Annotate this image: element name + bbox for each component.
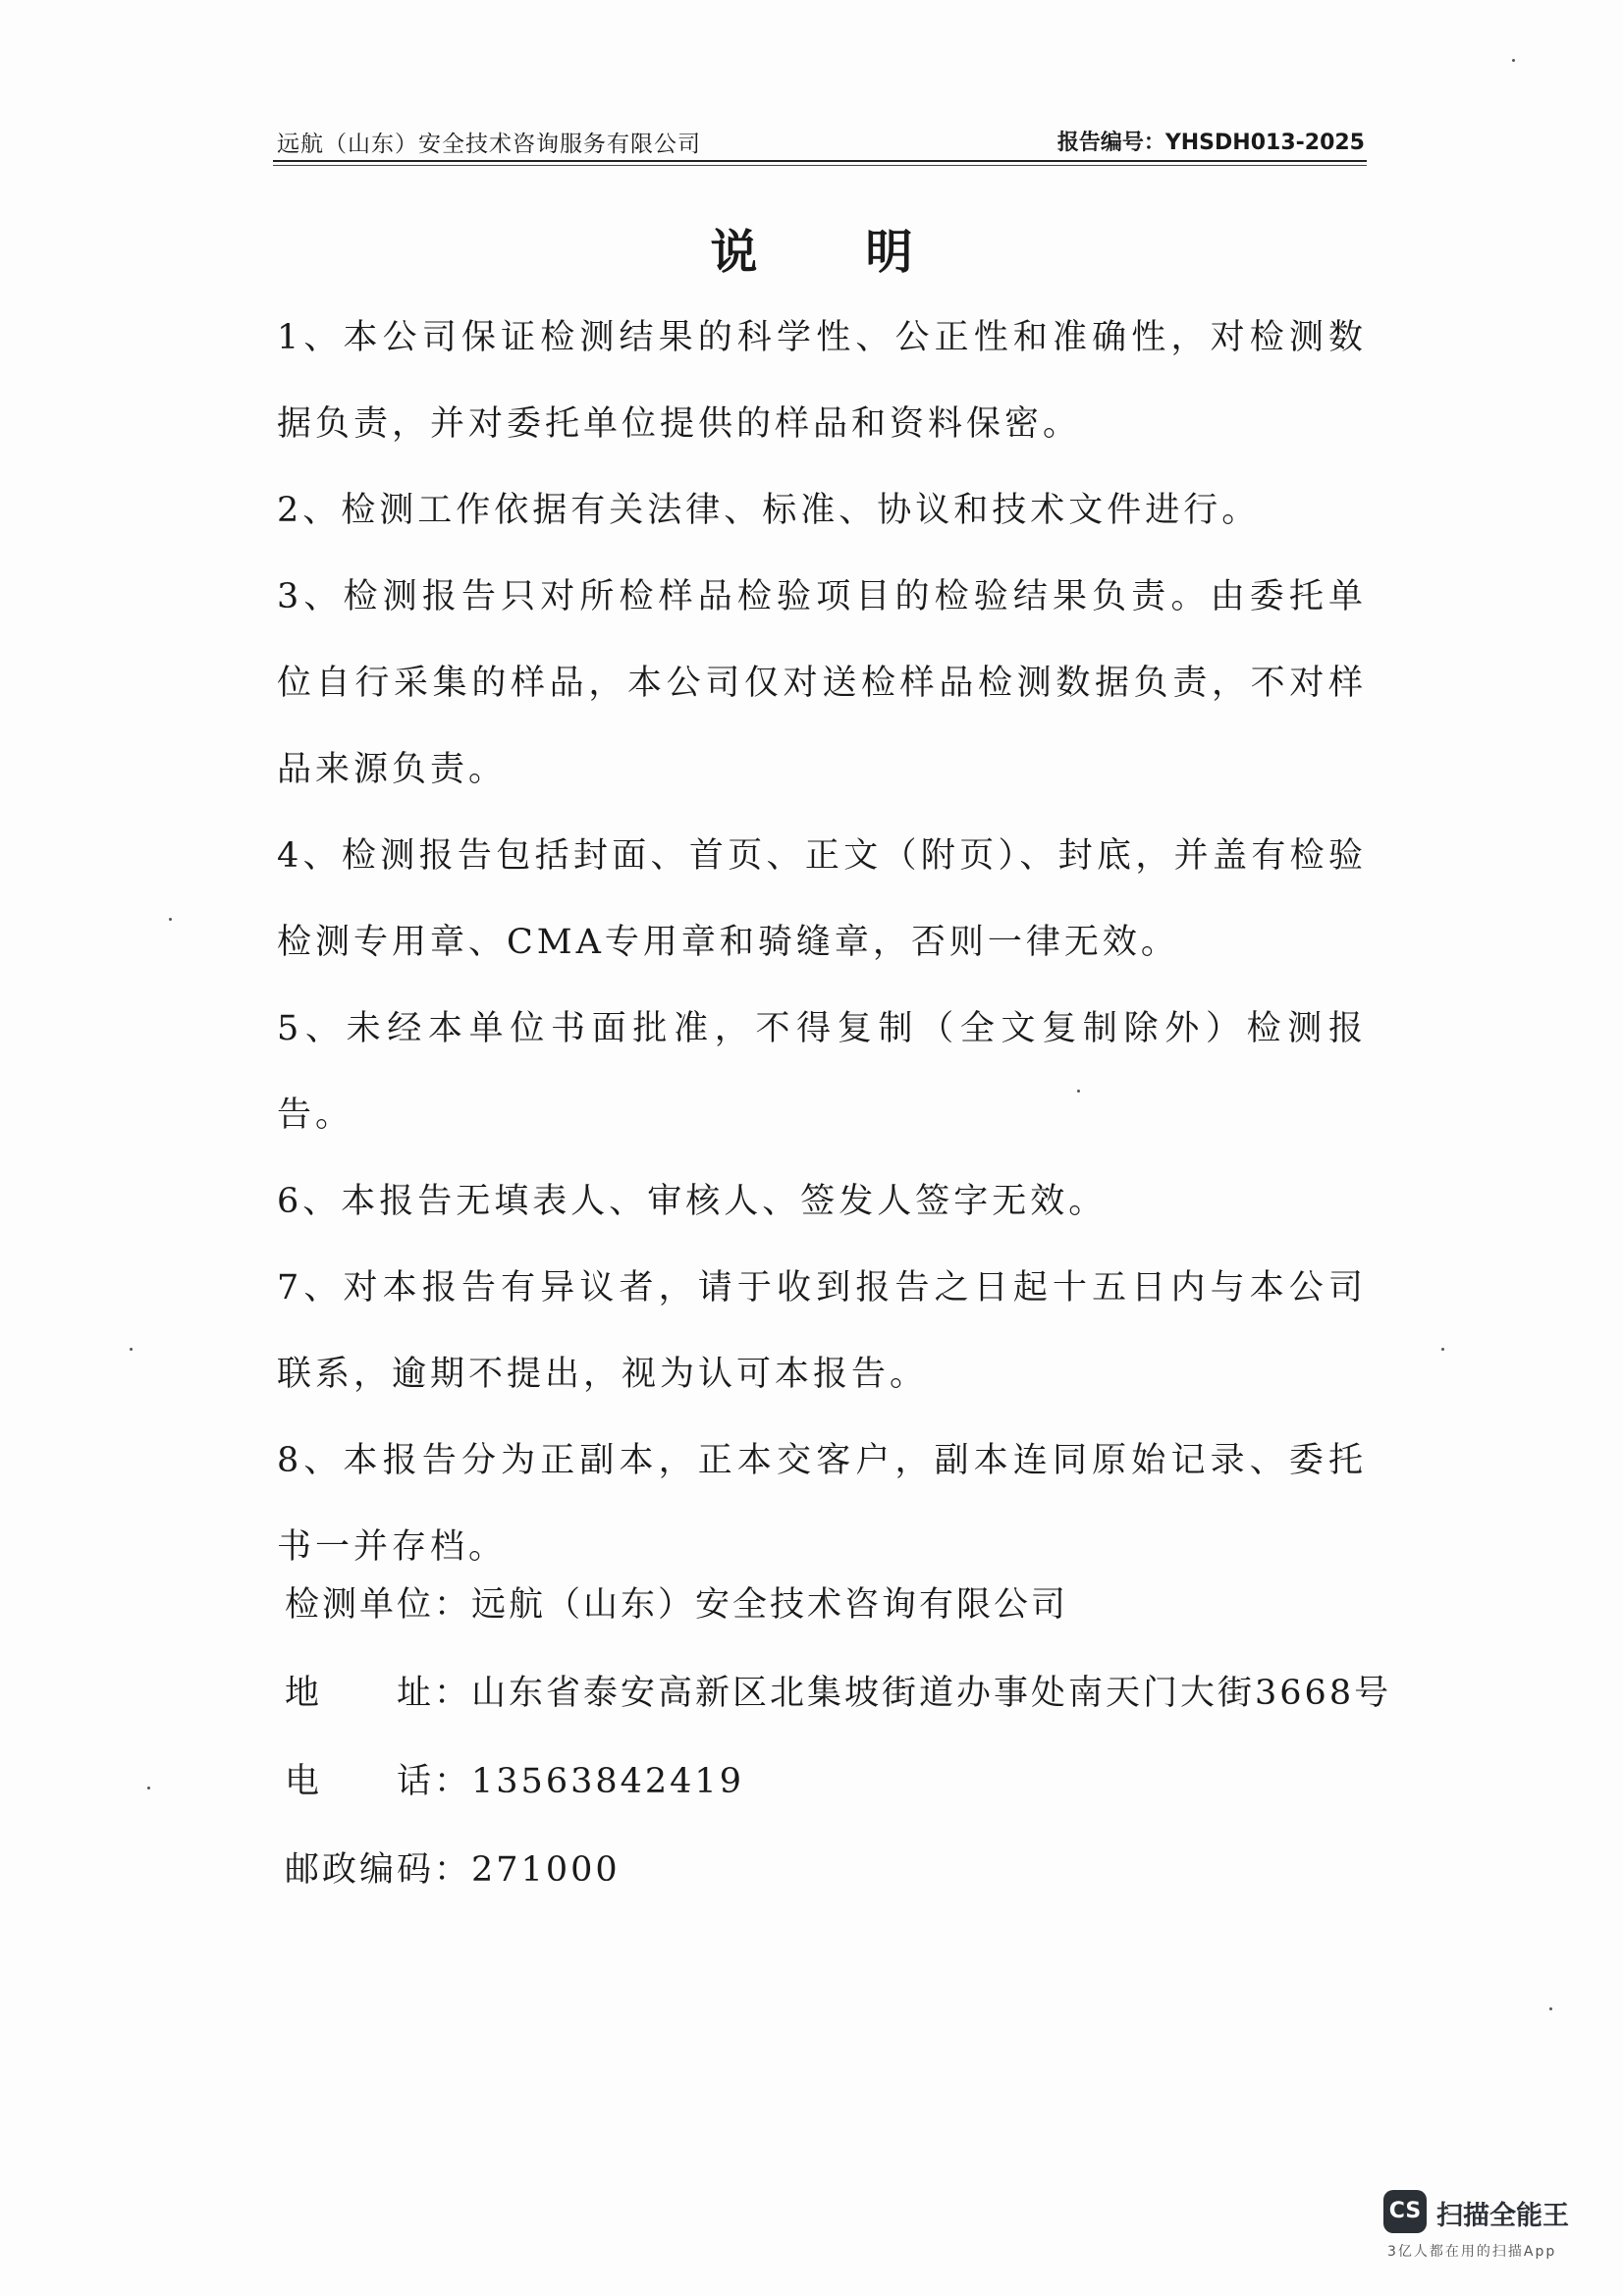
scan-speck (1077, 1090, 1080, 1093)
contact-unit-label: 检测单位： (285, 1585, 472, 1625)
contact-block (285, 1561, 1392, 1914)
page-header (277, 126, 1365, 161)
scan-speck (169, 918, 172, 921)
header-rule-thin (273, 165, 1367, 166)
scan-speck (130, 1348, 133, 1351)
contact-address (285, 1649, 1392, 1737)
contact-address-value: 山东省泰安高新区北集坡街道办事处南天门大街3668号 (471, 1674, 1392, 1713)
note-item: 2、检测工作依据有关法律、标准、协议和技术文件进行。 (277, 491, 1261, 530)
contact-postcode-value: 271000 (471, 1850, 621, 1890)
note-item: 4、检测报告包括封面、首页、正文（附页）、封底，并盖有检验检测专用章、CMA专用章和骑缝章，否则一律无效。 (277, 836, 1367, 962)
note-item: 5、未经本单位书面批准，不得复制（全文复制除外）检测报告。 (277, 1009, 1367, 1135)
header-rule (273, 160, 1367, 162)
scanner-watermark (1383, 2190, 1599, 2259)
note-item: 7、对本报告有异议者，请于收到报告之日起十五日内与本公司联系，逾期不提出，视为认可本报告。 (277, 1268, 1367, 1394)
contact-address-label: 地 址： (285, 1674, 472, 1713)
note-item: 3、检测报告只对所检样品检验项目的检验结果负责。由委托单位自行采集的样品，本公司仅对送检样品检测数据负责，不对样品来源负责。 (277, 577, 1367, 789)
note-item: 1、本公司保证检测结果的科学性、公正性和准确性，对检测数据负责，并对委托单位提供的样品和资料保密。 (277, 318, 1367, 444)
scan-speck (1549, 2007, 1552, 2010)
note-item: 8、本报告分为正副本，正本交客户，副本连同原始记录、委托书一并存档。 (277, 1441, 1367, 1567)
scanner-tagline: 3亿人都在用的扫描App (1387, 2244, 1557, 2260)
page-title: 说明 (710, 225, 1021, 280)
contact-postcode-label: 邮政编码： (285, 1850, 472, 1890)
scan-speck (147, 1787, 150, 1789)
notes-list (277, 294, 1367, 1590)
scan-speck (1512, 59, 1515, 62)
contact-phone (285, 1737, 1375, 1826)
contact-unit-value: 远航（山东）安全技术咨询有限公司 (471, 1585, 1069, 1625)
scanner-name: 扫描全能王 (1436, 2201, 1569, 2231)
header-company: 远航（山东）安全技术咨询服务有限公司 (277, 132, 701, 157)
contact-unit (285, 1561, 1375, 1649)
note-item: 6、本报告无填表人、审核人、签发人签字无效。 (277, 1182, 1108, 1221)
contact-phone-label: 电 话： (285, 1762, 472, 1801)
scan-speck (1441, 1348, 1444, 1351)
scanner-logo-icon: CS (1383, 2190, 1427, 2233)
contact-postcode (285, 1826, 1375, 1914)
header-report-number: 报告编号：YHSDH013-2025 (1056, 131, 1365, 155)
contact-phone-value: 13563842419 (471, 1762, 744, 1801)
